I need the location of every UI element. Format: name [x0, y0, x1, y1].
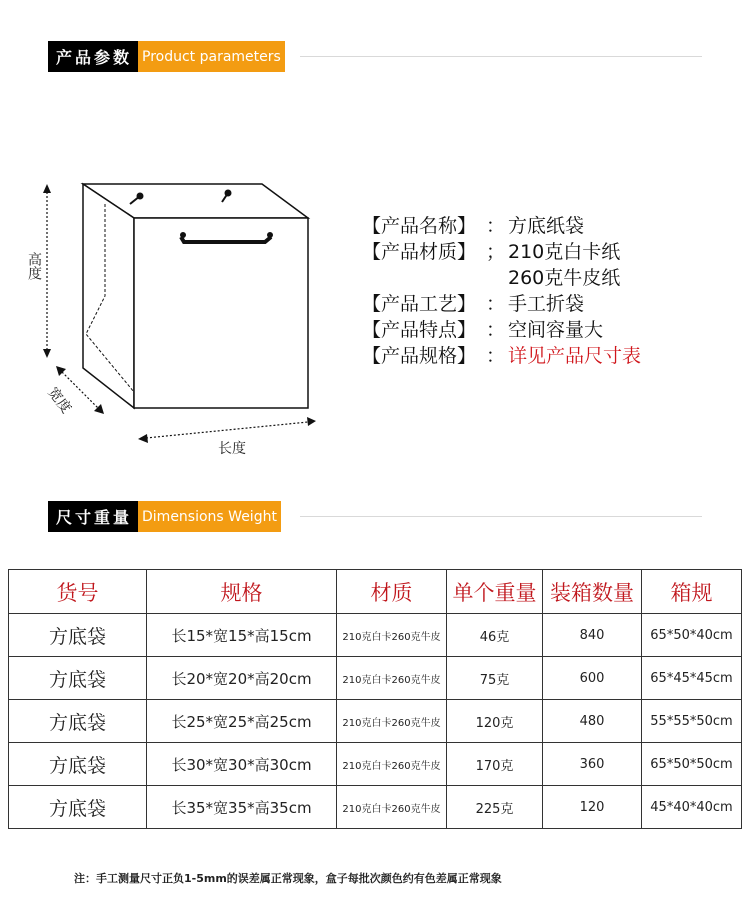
spec-value-highlight: 详见产品尺寸表: [508, 345, 642, 367]
spec-key: 【产品材质】: [362, 241, 477, 263]
table-row: [9, 614, 742, 657]
spec-key: 【产品名称】: [362, 215, 477, 237]
section-title-cn: 产品参数: [48, 41, 138, 72]
section-title-en: Dimensions Weight: [138, 501, 281, 532]
length-label: 长度: [218, 441, 246, 457]
spec-value: 210克白卡纸: [508, 241, 621, 263]
footnote: 注：手工测量尺寸正负1-5mm的误差属正常现象，盒子每批次颜色约有色差属正常现象: [74, 872, 502, 885]
spec-key: 【产品工艺】: [362, 293, 477, 315]
cell-carton-qty: 360: [543, 743, 642, 786]
table-row: [9, 657, 742, 700]
cell-item-no: 方底袋: [9, 743, 147, 786]
bag-illustration: [0, 160, 360, 470]
cell-carton-size: 65*50*50cm: [642, 743, 742, 786]
spec-key: 【产品特点】: [362, 319, 477, 341]
cell-carton-qty: 600: [543, 657, 642, 700]
table-row: [9, 786, 742, 829]
cell-unit-weight: 46克: [447, 614, 543, 657]
cell-unit-weight: 120克: [447, 700, 543, 743]
cell-material: 210克白卡260克牛皮: [337, 700, 447, 743]
cell-item-no: 方底袋: [9, 786, 147, 829]
size-weight-table: [8, 569, 742, 829]
cell-unit-weight: 225克: [447, 786, 543, 829]
spec-row-material: [362, 239, 641, 265]
cell-spec: 长15*宽15*高15cm: [147, 614, 337, 657]
height-label: 高度: [26, 252, 42, 280]
cell-carton-size: 65*50*40cm: [642, 614, 742, 657]
table-header-row: [9, 570, 742, 614]
section-header-product-params: [48, 41, 285, 72]
spec-value: 空间容量大: [508, 319, 604, 341]
cell-spec: 长25*宽25*高25cm: [147, 700, 337, 743]
product-spec-list: [362, 213, 641, 369]
section-header-dimensions: [48, 501, 281, 532]
spec-separator: ；: [486, 241, 506, 263]
cell-carton-qty: 120: [543, 786, 642, 829]
header-item-no: 货号: [9, 570, 147, 614]
cell-spec: 长30*宽30*高30cm: [147, 743, 337, 786]
cell-unit-weight: 170克: [447, 743, 543, 786]
section-divider: [300, 516, 702, 517]
header-carton-qty: 装箱数量: [543, 570, 642, 614]
cell-spec: 长20*宽20*高20cm: [147, 657, 337, 700]
cell-material: 210克白卡260克牛皮: [337, 743, 447, 786]
cell-unit-weight: 75克: [447, 657, 543, 700]
header-carton-size: 箱规: [642, 570, 742, 614]
spec-row-name: [362, 213, 641, 239]
table-row: [9, 743, 742, 786]
spec-separator: ：: [486, 293, 506, 315]
spec-separator: ：: [486, 345, 506, 367]
cell-carton-size: 65*45*45cm: [642, 657, 742, 700]
section-title-cn: 尺寸重量: [48, 501, 138, 532]
header-material: 材质: [337, 570, 447, 614]
table-row: [9, 700, 742, 743]
cell-material: 210克白卡260克牛皮: [337, 614, 447, 657]
section-title-en: Product parameters: [138, 41, 285, 72]
spec-row-size: [362, 343, 641, 369]
cell-carton-size: 55*55*50cm: [642, 700, 742, 743]
spec-value: 手工折袋: [508, 293, 585, 315]
cell-carton-qty: 840: [543, 614, 642, 657]
header-spec: 规格: [147, 570, 337, 614]
spec-key: 【产品规格】: [362, 345, 477, 367]
width-label: 宽度: [44, 384, 75, 417]
cell-item-no: 方底袋: [9, 657, 147, 700]
bag-diagram: [0, 160, 360, 470]
spec-row-material-continued: [362, 265, 641, 291]
cell-carton-qty: 480: [543, 700, 642, 743]
cell-spec: 长35*宽35*高35cm: [147, 786, 337, 829]
cell-item-no: 方底袋: [9, 614, 147, 657]
spec-separator: ：: [486, 319, 506, 341]
spec-row-craft: [362, 291, 641, 317]
cell-material: 210克白卡260克牛皮: [337, 657, 447, 700]
spec-value: 方底纸袋: [508, 215, 585, 237]
spec-row-feature: [362, 317, 641, 343]
spec-separator: ：: [486, 215, 506, 237]
section-divider: [300, 56, 702, 57]
cell-carton-size: 45*40*40cm: [642, 786, 742, 829]
cell-material: 210克白卡260克牛皮: [337, 786, 447, 829]
spec-value: 260克牛皮纸: [508, 267, 621, 289]
header-unit-weight: 单个重量: [447, 570, 543, 614]
cell-item-no: 方底袋: [9, 700, 147, 743]
